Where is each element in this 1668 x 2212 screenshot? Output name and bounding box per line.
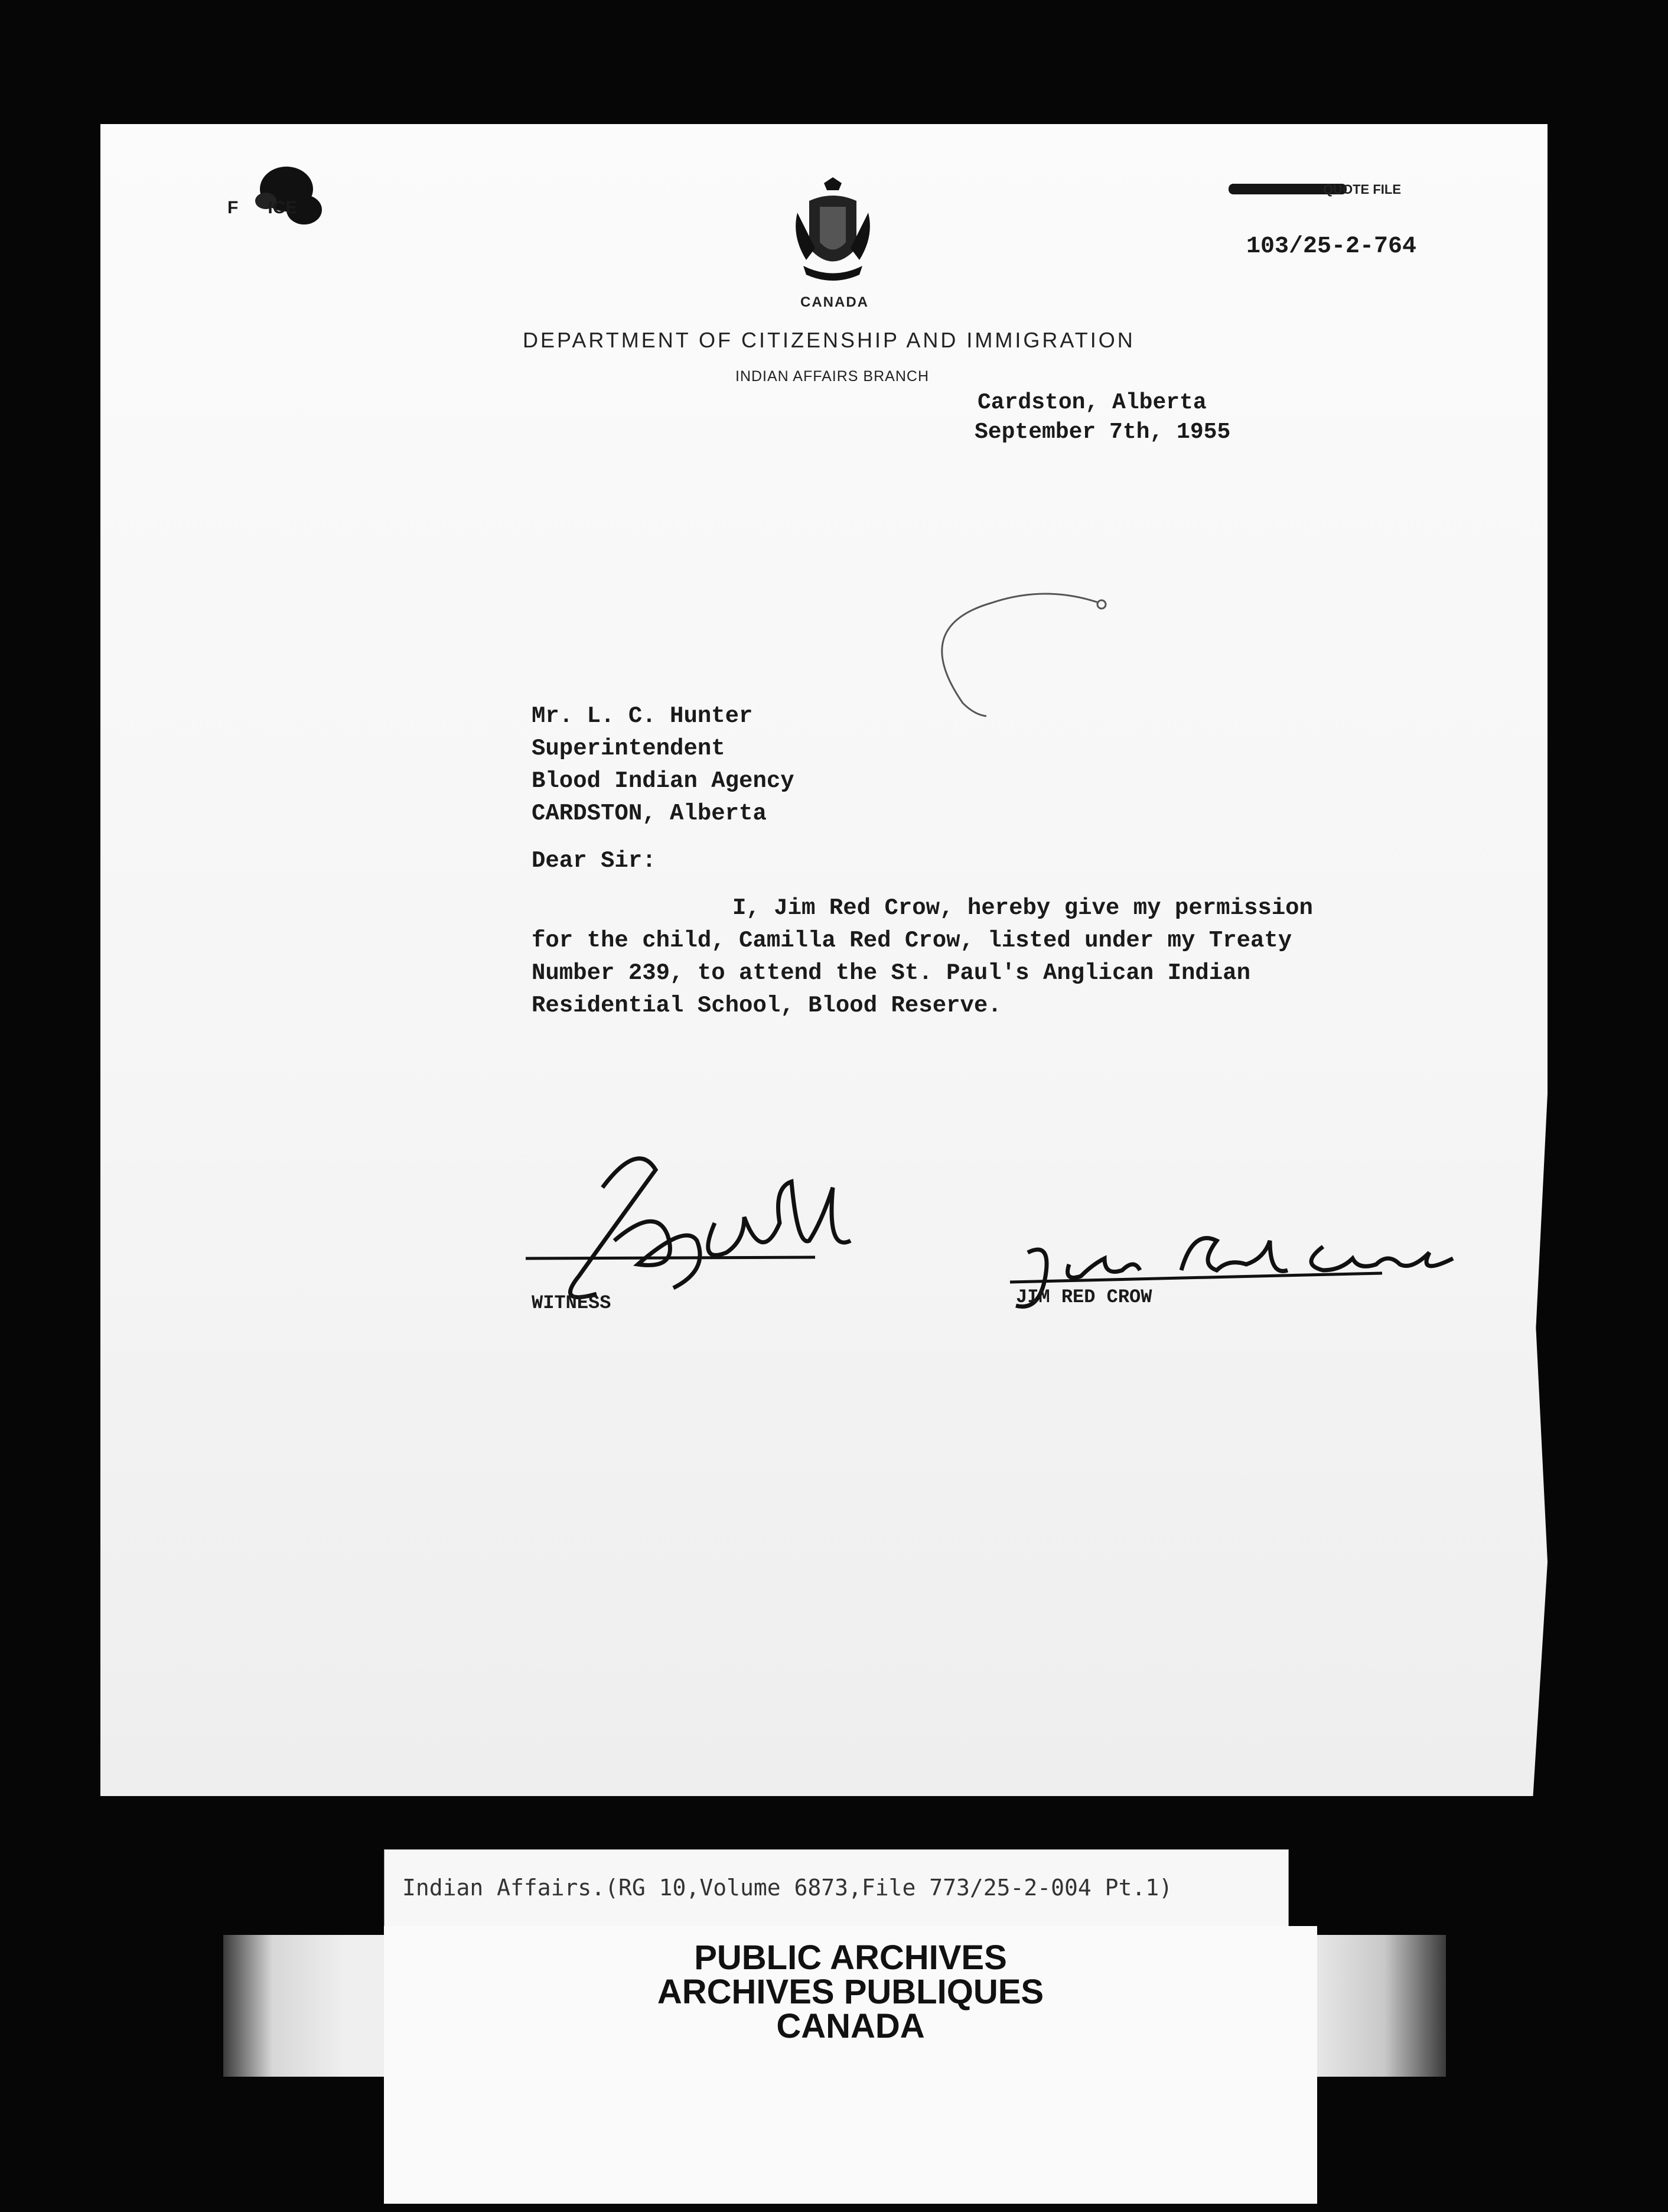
- coat-label: CANADA: [800, 294, 869, 310]
- addressee-block: [532, 700, 794, 830]
- salutation: Dear Sir:: [532, 848, 656, 874]
- branch-heading: INDIAN AFFAIRS BRANCH: [735, 368, 929, 385]
- archive-reference-strip: [384, 1849, 1289, 1927]
- addressee-line: CARDSTON, Alberta: [532, 801, 767, 827]
- body-line: I, Jim Red Crow, hereby give my permission: [732, 895, 1313, 921]
- letter-place: Cardston, Alberta: [978, 390, 1207, 415]
- archive-line: PUBLIC ARCHIVES: [694, 1938, 1007, 1977]
- department-heading: DEPARTMENT OF CITIZENSHIP AND IMMIGRATION: [523, 328, 1135, 352]
- corner-stamp-left: F ICE: [227, 198, 298, 217]
- addressee-line: Superintendent: [532, 736, 725, 762]
- addressee-line: Mr. L. C. Hunter: [532, 703, 753, 729]
- witness-label: WITNESS: [532, 1292, 611, 1314]
- archive-stamp: [384, 1938, 1317, 2045]
- archive-line: ARCHIVES PUBLIQUES: [657, 1973, 1044, 2011]
- signer-label: JIM RED CROW: [1016, 1286, 1152, 1308]
- file-number: 103/25-2-764: [1246, 233, 1417, 260]
- letter-date: September 7th, 1955: [975, 419, 1231, 445]
- archive-reference: Indian Affairs.(RG 10,Volume 6873,File 773/25-2-004 Pt.1): [402, 1875, 1173, 1901]
- archive-line: CANADA: [776, 2007, 925, 2045]
- coat-of-arms-icon: [791, 177, 874, 289]
- corner-stamp-right: QUOTE FILE: [1323, 182, 1401, 197]
- body-line: Residential School, Blood Reserve.: [532, 993, 1002, 1019]
- pencil-mark: [898, 585, 1110, 727]
- letter-body: [532, 892, 1313, 1022]
- body-line: Number 239, to attend the St. Paul's Anglican Indian: [532, 960, 1250, 986]
- signer-signature: [1004, 1217, 1465, 1335]
- addressee-line: Blood Indian Agency: [532, 768, 794, 794]
- body-line: for the child, Camilla Red Crow, listed under my Treaty: [532, 928, 1292, 954]
